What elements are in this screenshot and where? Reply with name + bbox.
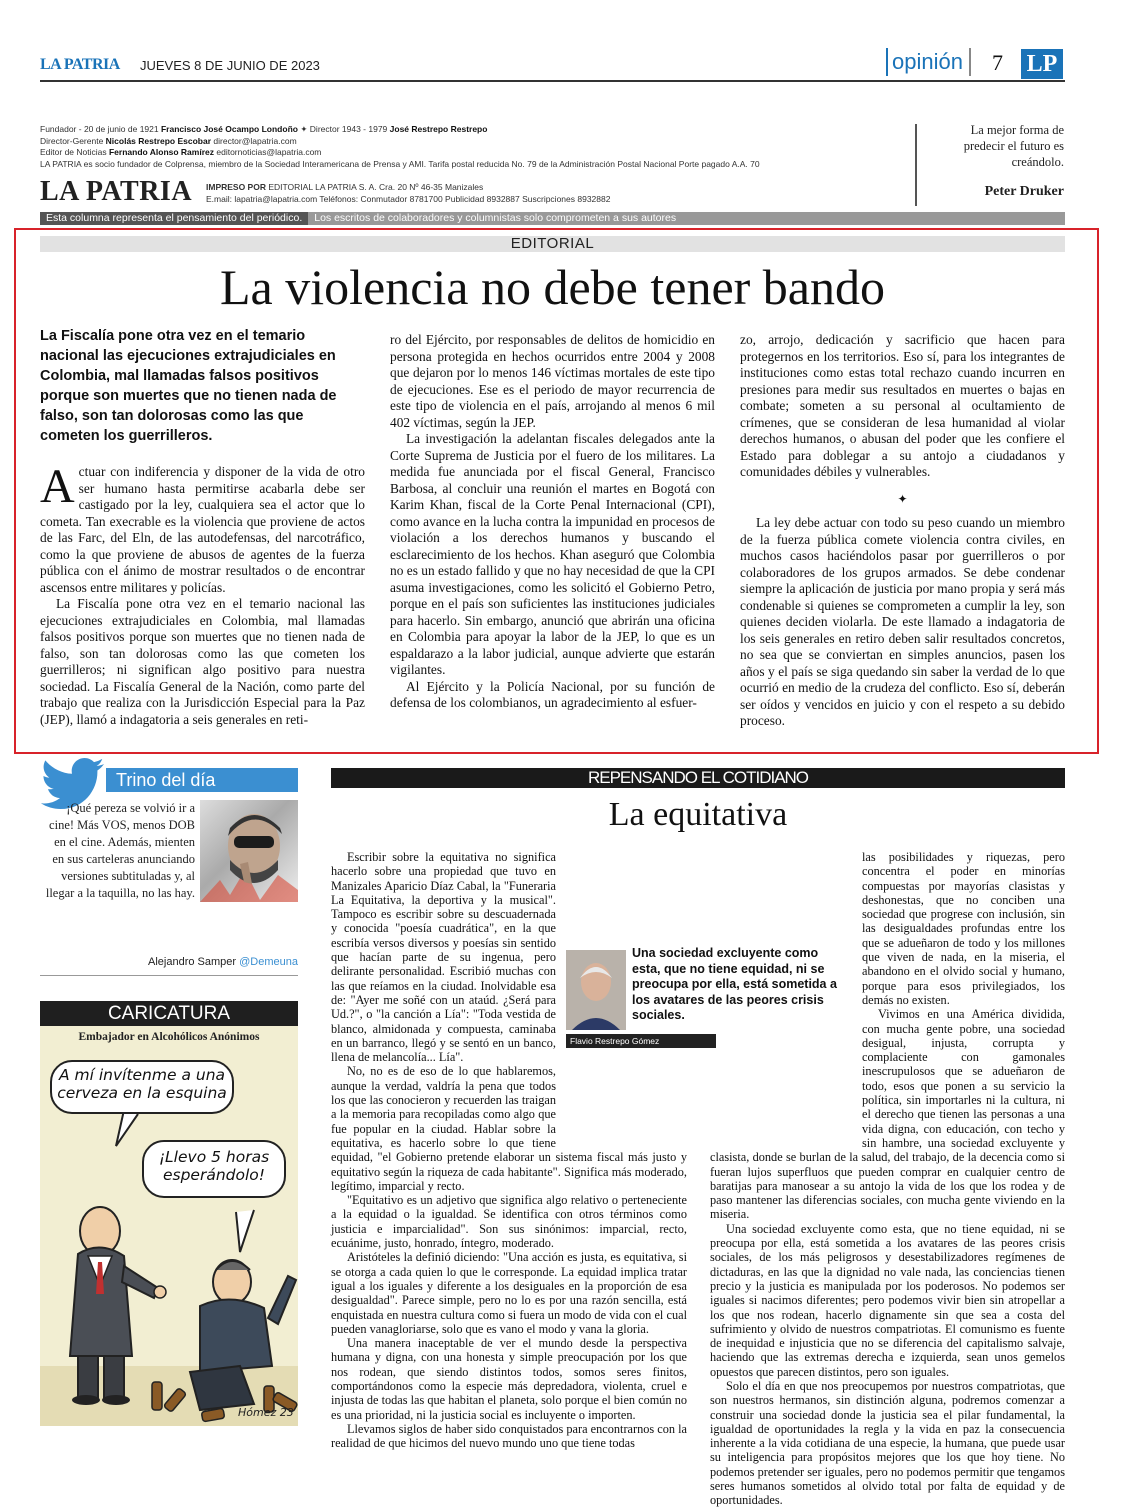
- column-title: La equitativa: [608, 796, 788, 833]
- quote-divider: [915, 124, 917, 206]
- credits-text: Fundador - 20 de junio de 1921: [40, 124, 161, 134]
- trino-header: Trino del día: [106, 768, 298, 792]
- paragraph: [40, 460, 365, 596]
- paragraph: ro del Ejército, por responsables de delitos de homicidio en persona protegida en hechos ocurridos entre 2004 y 2008 que dejaron por lo menos 146 víctimas mortales de este tipo de ejecuciones. Ese es el periodo de mayor recurrencia de este tipo de violencia en el país, arrojando al menos 6 mil 402 víctimas, según la JEP.: [390, 332, 715, 430]
- caricatura-header: CARICATURA: [40, 1001, 298, 1026]
- newspaper-logo: LA PATRIA: [40, 176, 193, 207]
- page-number: 7: [992, 50, 1003, 75]
- editorial-column-1: [40, 460, 365, 728]
- contact-info: E.mail: lapatria@lapatria.com Teléfonos: Conmutador 8781700 Publicidad 8932887 Suscripciones 8932882: [206, 194, 611, 204]
- quote-text: La mejor forma de predecir el futuro es creándolo.: [963, 123, 1064, 169]
- author-photo: [566, 950, 626, 1030]
- lp-badge-icon: LP: [1021, 49, 1063, 79]
- paragraph: Solo el día en que nos preocupemos por nuestros compatriotas, que son nuestros hermanos, sin distinción alguna, podremos comenzar a construir una sociedad donde la justicia sea el pilar fundamental, la igualdad de oportunidades la regla y la vida en paz la consecuencia inherente a la vida cotidiana de una especie, la humana, que puede usar su inteligencia para propósitos mejores que los que hoy tiene. No podemos pretender ser iguales, pero no podemos permitir que tengamos seres humanos sometidos al olvido total por falta de equidad y de oportunidades.: [710, 1378, 1065, 1508]
- paragraph: "Equitativo es un adjetivo que significa algo relativo o perteneciente a la equidad o la igualdad. Se identifica con otros términos como justicia e imparcialidad". Son sus sinónimos: imparcial, recto, ecuánime, justo, honrado, íntegro, moderado.: [331, 1193, 687, 1251]
- credits-text: Editor de Noticias: [40, 147, 109, 157]
- credits-name: Fernando Alonso Ramírez: [108, 147, 214, 157]
- printing-label: IMPRESO POR: [206, 182, 266, 192]
- trino-divider: [40, 975, 298, 976]
- credits-name: Nicolás Restrepo Escobar: [105, 136, 212, 146]
- credits-editor: [40, 147, 321, 157]
- paragraph: Una manera inaceptable de ver el mundo desde la perspectiva humana y digna, con una honesta y simple preocupación por los que nos rodean, que siendo distintos todos, somos seres finitos, comportándonos como la especie más depredadora, violenta, cruel e injusta de todas las que habitan el planeta, solo porque el bien común no es una prioridad, ni la justicia social es incluyente o importen.: [331, 1336, 687, 1422]
- credits-director: [40, 136, 297, 146]
- credits-membership: LA PATRIA es socio fundador de Colprensa, miembro de la Sociedad Interamericana de Prensa y AMI. Tarifa postal reducida No. 79 de la Administración Postal Nacional Porte pagado A.A. 70: [40, 159, 760, 169]
- paragraph: las posibilidades y riquezas, pero concentra el poder en minorías compuestas por mayorías clasistas y deshonestas, que no conciben una sociedad que progrese con inclusión, sin las desigualdades profundas entre los que se adueñaron de todo y los millones que viven de nada, en la miseria, el abandono en el olvido social y humano, porque para esos privilegiados, los demás no existen.: [862, 850, 1065, 1007]
- quote-author: Peter Druker: [984, 184, 1064, 199]
- trino-text: ¡Qué pereza se volvió ir a cine! Más VOS, menos DOB en el cine. Además, mienten en sus carteleras anunciando versiones subtituladas y, al llegar a la taquilla, no las hay.: [45, 801, 195, 900]
- paragraph: zo, arrojo, dedicación y sacrificio que hacen para protegernos en los territorios. Eso sí, para los integrantes de instituciones como estas total rechazo cuando incurren en presiones para medir sus resultados en muertes o bajas en combate; someten a su personal al ocultamiento de crímenes, que se consideran de lesa humanidad al violar derechos humanos, o abusan del poder que les confiere el Estado para doblegar a su antojo a ciudadanos y comunidades débiles y vulnerables.: [740, 332, 1065, 479]
- paragraph: Aristóteles la definió diciendo: "Una acción es justa, es equitativa, si se otorga a cada quien lo que le corresponde. La equidad implica tratar igual a los iguales y diferente a los desiguales en la proporción de esa desigualdad". Parece simple, pero no lo es por una razón sencilla, está enquistada en nuestra cultura como si fuera un modo de vida con el cual pueden vanagloriarse, solo que es vano el modo y vana la gloria.: [331, 1250, 687, 1336]
- editorial-title: La violencia no debe tener bando: [220, 259, 885, 315]
- paragraph: La investigación la adelantan fiscales delegados ante la Corte Suprema de Justicia por el fuero de los militares. La medida fue anunciada por el fiscal General, Francisco Barbosa, al concluir una reunión el martes en Bogotá con Karim Khan, fiscal de la Corte Penal Internacional (CPI), como avance en la lucha contra la impunidad en procesos de violación a los derechos humanos y buscando el esclarecimiento de los hechos. Khan aseguró que Colombia no es un estado fallido y que no hay necesidad de que la CPI asuma investigaciones, como les solicitó el Gobierno Petro, porque en el país son suficientes las instituciones judiciales para hacerlo. Sin embargo, anunció que abrirán una oficina en Colombia para apoyar la labor de la JEP, lo que es un espaldarazo a la labor judicial, aunque advierte que estarán vigilantes.: [390, 431, 715, 677]
- editorial-label: EDITORIAL: [40, 236, 1065, 252]
- masthead-rule: [40, 80, 1065, 82]
- disclaimer-bar: [40, 212, 1065, 225]
- paragraph: Llevamos siglos de haber sido conquistados para encontrarnos con la realidad de que hicimos del nuevo mundo uno que tiene todas: [331, 1421, 687, 1451]
- author-portrait-icon: [566, 950, 626, 1030]
- paragraph: No, no es de eso de lo que hablaremos, aunque la verdad, valdría la pena que todos los que las conocieron y recuerden las traigan a la memoria para recopiladas como algo que fue popular en la ciudad. Hablar sobre la equitativa, es hacerlo sobre lo que tiene equidad, "el Gobierno pretende elaborar un sistema fiscal más justo y equitativo según la riqueza de cada habitante". Significa más moderado, legítimo, imparcial y recto.: [331, 1064, 687, 1193]
- trino-author-handle[interactable]: @Demeuna: [239, 956, 298, 968]
- printing-address: EDITORIAL LA PATRIA S. A. Cra. 20 Nº 46-35 Manizales: [265, 182, 484, 192]
- paragraph: Una sociedad excluyente como esta, que no tiene equidad, ni se preocupa por ella, está sometida a los avatares de las peores crisis sociales, de los más peligrosos y desestabilizadores regímenes de dictaduras, en las que la dignidad no vale nada, las conciencias tienen precio y la justicia es manipulada por los poderosos. No podemos ser iguales si nacimos diferentes; pero podemos vivir bien sin atropellar a los que nos rodean, hacerlo dignamente sin que sea a costa del sufrimiento y olvido de nuestros compatriotas. El comunismo es fuente de inequidad e injusticia que no se diferencia del capitalismo salvaje, haciendo que las extremas derecha e izquierda, sean unos gemelos opuestos que parecen distintos, pero son iguales.: [710, 1221, 1065, 1379]
- author-name: Flavio Restrepo Gómez: [566, 1034, 716, 1048]
- editorial-column-2: [390, 332, 715, 712]
- paragraph: La ley debe actuar con todo su peso cuando un miembro de la fuerza pública comete violencia contra civiles, en muchos casos haciéndolos pasar por guerrilleros o por colaboradores de los grupos armados. Se debe condenar siempre la aplicación de justicia por mano propia y será más condenable si quienes se comprometen a cumplir la ley, son quienes deciden violarla. De este llamado a indagatoria de los seis generales en retiro deben salir resultados concretos, no sea que se conviertan en simples anuncios, pasen los años y el país se siga quedando sin saber la verdad de lo que ocurrió en medio de la crudeza del conflicto. Eso sí, deberán ser oídos y vencidos en juicio y con el respeto a su debido proceso.: [740, 515, 1065, 728]
- column-right: [710, 850, 1065, 1508]
- section-name: opinión: [886, 48, 971, 76]
- paragraph: Vivimos en una América dividida, con mucha gente pobre, una sociedad desigual, injusta, corrupta y complaciente con gamonales inescrupulosos que se adueñaron de todo, esos que ponen a su servicio la política, sin importarles ni la cultura, ni el derecho que tienen las personas a una vida digna, con educación, con techo y sin hambre, una sociedad excluyente y clasista, donde se burlan de la salud, del trabajo, de la decencia como si fueran lujos superfluos que pueden comprar en cualquier centro de baratijas para manosear a su antojo la vida de los que los rodea y de paso mantener las diferencias sociales, con mucha gente viviendo en la miseria.: [710, 1007, 1065, 1222]
- trino-author-photo: [200, 800, 298, 902]
- masthead-logo: LA PATRIA: [40, 56, 120, 73]
- section-separator-icon: ✦: [897, 491, 908, 506]
- credits-email: director@lapatria.com: [211, 136, 297, 146]
- drop-cap: A: [40, 460, 75, 513]
- cartoonist-signature: Hómez 23: [238, 1406, 294, 1419]
- credits-founders: [40, 124, 487, 135]
- trino-author: [40, 956, 298, 968]
- credits-email: editornoticias@lapatria.com: [214, 147, 322, 157]
- author-portrait-icon: [200, 800, 298, 902]
- paragraph-text: ctuar con indiferencia y disponer de la vida de otro ser humano hasta permitirse acabarla debe ser castigado por la ley, cualquiera sea el actor que lo cometa. Tan execrable es la violencia que proviene de actos de las Farc, del Eln, de las autodefensas, del narcotráfico, como la que proviene de abusos de agentes de la fuerza pública con el ánimo de mostrar resultados o de encontrar ascensos entre militares y policías.: [40, 464, 365, 595]
- editorial-lead: La Fiscalía pone otra vez en el temario nacional las ejecuciones extrajudiciales en Colombia, mal llamadas falsos positivos porque son muertes que no tienen nada de falso, son tan dolorosas como las que cometen los guerrilleros.: [40, 328, 337, 444]
- disclaimer-left: Esta columna representa el pensamiento del periódico.: [40, 212, 308, 225]
- trino-author-name: Alejandro Samper: [148, 956, 237, 968]
- paragraph: La Fiscalía pone otra vez en el temario nacional las ejecuciones extrajudiciales en Colombia, mal llamadas falsos positivos porque son muertes que no tienen nada de falso, son tan dolorosas como las que cometen los guerrilleros; ni significan algo positivo para nuestra sociedad. La Fiscalía General de la Nación, como parte del trabajo que realiza con la Jurisdicción Especial para la Paz (JEP), llamó a indagatoria a seis generales en reti-: [40, 596, 365, 727]
- credits-text: ✦ Director 1943 - 1979: [297, 124, 390, 134]
- column-header: REPENSANDO EL COTIDIANO: [331, 768, 1065, 788]
- column-left: [331, 850, 687, 1451]
- credits-name: José Restrepo Restrepo: [389, 124, 488, 134]
- credits-text: Director-Gerente: [40, 136, 106, 146]
- paragraph: Al Ejército y la Policía Nacional, por su función de defensa de los colombianos, un agradecimiento al esfuer-: [390, 678, 715, 710]
- pull-quote: Una sociedad excluyente como esta, que no tiene equidad, ni se preocupa por ella, está sometida a los avatares de las peores crisis sociales.: [632, 946, 837, 1022]
- credits-name: Francisco José Ocampo Londoño: [160, 124, 298, 134]
- cartoon-subtitle: Embajador en Alcohólicos Anónimos: [78, 1031, 260, 1043]
- speech-bubble-right: ¡Llevo 5 horas esperándolo!: [142, 1140, 286, 1198]
- masthead-date: JUEVES 8 DE JUNIO DE 2023: [140, 58, 320, 73]
- disclaimer-right: Los escritos de colaboradores y columnistas solo comprometen a sus autores: [314, 212, 677, 224]
- paragraph: Escribir sobre la equitativa no significa hacerlo sobre una propiedad que tuvo en Manizales Aparicio Díaz Cabal, la "Funeraria La Equitativa, la deportiva y la musical". Tampoco es escribir sobre su descuadernada y conocida "poesía cuadrática", en la que escribía versos diversos y poesías sin sentido que hacían parte de su ingenua, pero delirante personalidad. Escribió muchas con las que reíamos en la ciudad. Inolvidable esa de: "Ayer me soñé con un ataúd. ¿Será para Ud.?", o "la canción a Lía": "Toda vestida de blanco, almidonada y compuesta, caminaba en un barranco, llegó y se sentó en un banco, llena de melancolía... Lía".: [331, 850, 556, 1065]
- printing-info: [206, 182, 483, 192]
- speech-bubble-left: A mí invítenme a una cerveza en la esquina: [50, 1060, 234, 1114]
- editorial-column-3: [740, 332, 1065, 730]
